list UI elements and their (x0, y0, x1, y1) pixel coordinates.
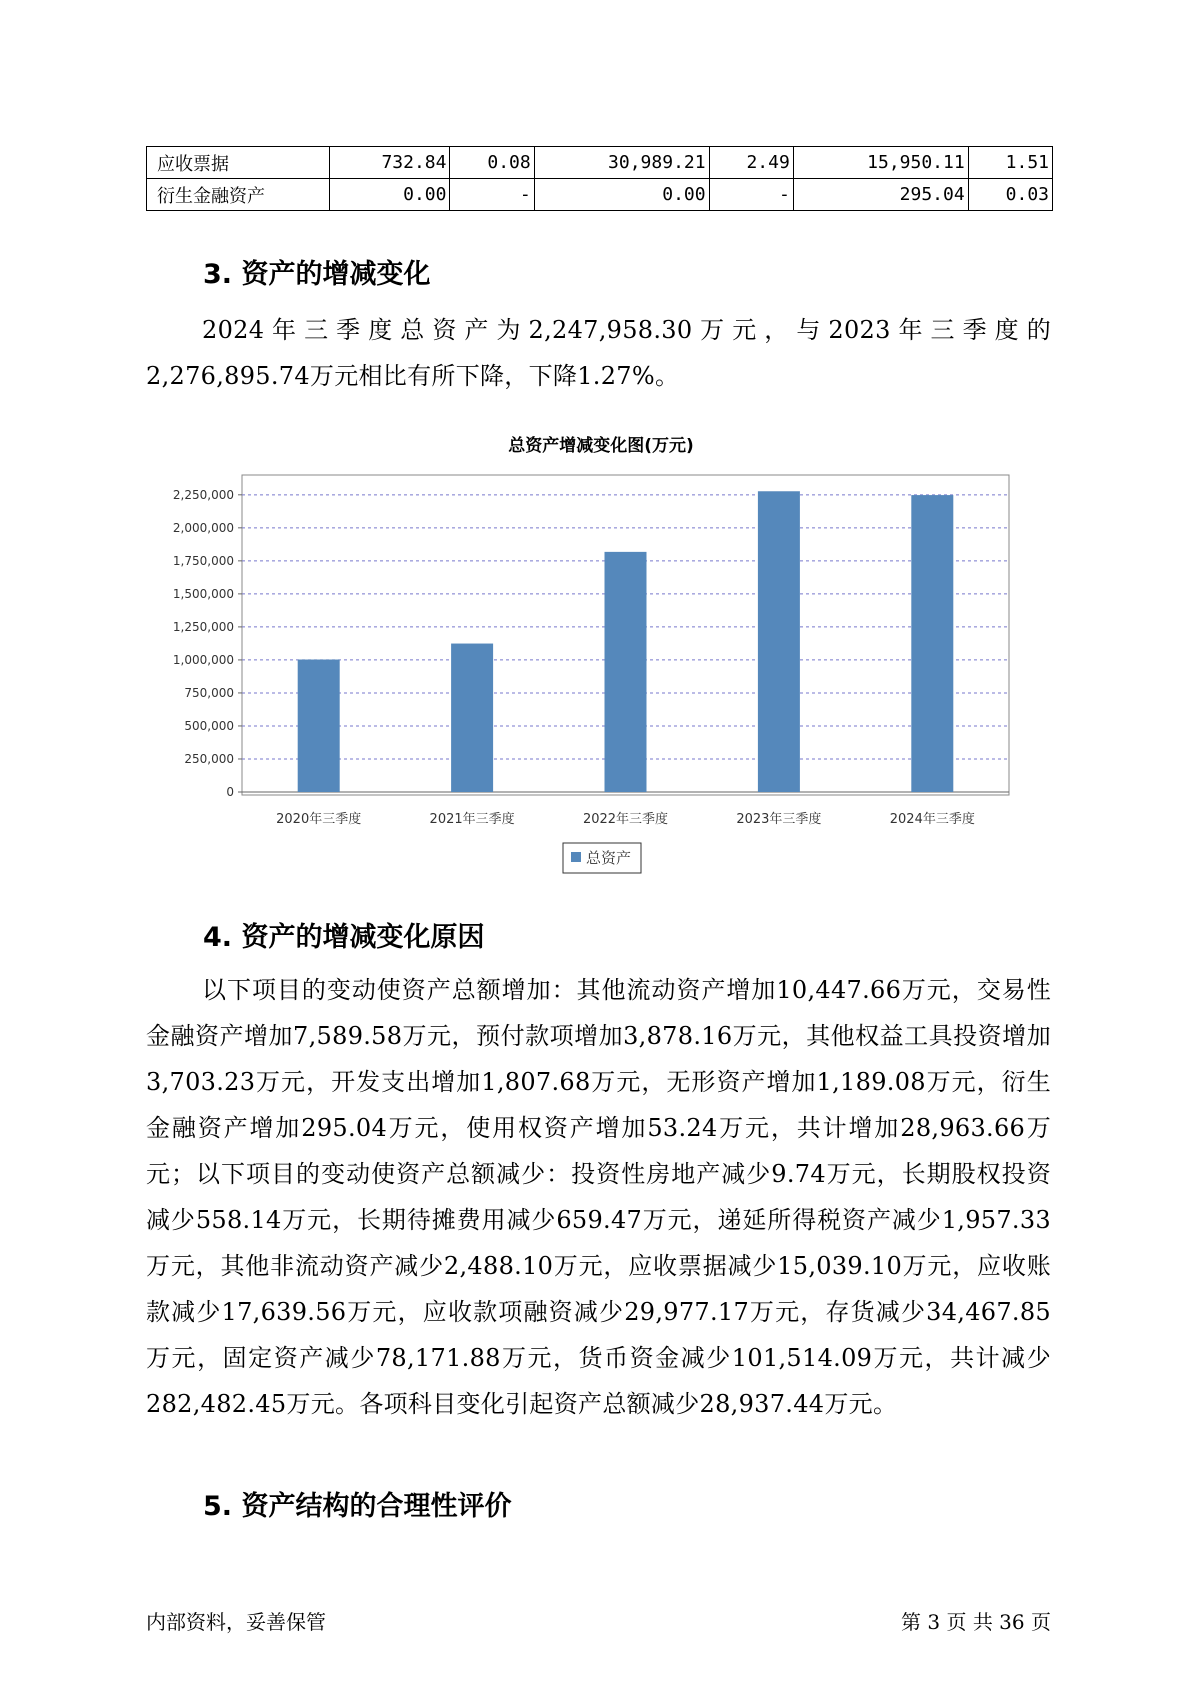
y-tick-label: 2,000,000 (172, 520, 234, 535)
x-tick-label: 2023年三季度 (736, 812, 822, 827)
table-cell: 732.84 (330, 147, 450, 179)
asset-table (146, 146, 1053, 211)
table-cell: 1.51 (968, 147, 1052, 179)
y-tick-label: 1,250,000 (172, 619, 234, 634)
x-tick-label: 2024年三季度 (889, 812, 975, 827)
table-cell: - (709, 179, 793, 211)
x-tick-label: 2020年三季度 (276, 812, 362, 827)
table-cell: 15,950.11 (793, 147, 968, 179)
chart-legend (563, 843, 641, 873)
table-cell: 0.08 (450, 147, 534, 179)
bar (298, 660, 340, 792)
y-tick-label: 1,500,000 (172, 586, 234, 601)
page-number: 第 3 页 共 36 页 (901, 1610, 1051, 1634)
section-paragraph: 以下项目的变动使资产总额增加：其他流动资产增加10,447.66万元，交易性金融资产增加7,589.58万元，预付款项增加3,878.16万元，其他权益工具投资增加3,703.23万元，开发支出增加1,807.68万元，无形资产增加1,189.08万元，衍生金融资产增加295.04万元，使用权资产增加53.24万元，共计增加28,963.66万元；以下项目的变动使资产总额减少：投资性房地产减少9.74万元，长期股权投资减少558.14万元，长期待摊费用减少659.47万元，递延所得税资产减少1,957.33万元，其他非流动资产减少2,488.10万元，应收票据减少15,039.10万元，应收账款减少17,639.56万元，应收款项融资减少29,977.17万元，存货减少34,467.85万元，固定资产减少78,171.88万元，货币资金减少101,514.09万元，共计减少282,482.45万元。各项科目变化引起资产总额减少28,937.44万元。 (146, 976, 1051, 1418)
bar (758, 491, 800, 792)
total-assets-bar-chart (146, 425, 1046, 880)
y-axis (173, 488, 242, 799)
x-tick-label: 2021年三季度 (429, 812, 515, 827)
section-heading: 5. 资产结构的合理性评价 (203, 1491, 512, 1522)
table-cell: 0.03 (968, 179, 1052, 211)
y-tick-label: 2,250,000 (172, 487, 234, 502)
table-row (147, 179, 1053, 211)
x-axis (276, 811, 975, 827)
table-cell: 295.04 (793, 179, 968, 211)
section-heading: 3. 资产的增减变化 (203, 259, 431, 290)
section-heading: 4. 资产的增减变化原因 (203, 922, 485, 953)
section-paragraph: 2024年三季度总资产为2,247,958.30万元，与2023年三季度的2,276,895.74万元相比有所下降，下降1.27%。 (146, 316, 1051, 390)
row-label: 衍生金融资产 (147, 179, 330, 211)
table-row (147, 147, 1053, 179)
footer-note: 内部资料，妥善保管 (146, 1610, 326, 1634)
y-tick-label: 250,000 (184, 751, 234, 766)
y-tick-label: 1,000,000 (172, 652, 234, 667)
x-tick-label: 2022年三季度 (582, 812, 669, 827)
table-cell: 0.00 (330, 179, 450, 211)
y-tick-label: 500,000 (184, 718, 234, 733)
y-tick-label: 0 (226, 785, 234, 799)
bar (911, 495, 953, 792)
row-label: 应收票据 (147, 147, 330, 179)
legend-label: 总资产 (586, 849, 632, 867)
table-cell: 0.00 (534, 179, 709, 211)
table-cell: 30,989.21 (534, 147, 709, 179)
chart-title: 总资产增减变化图(万元) (508, 436, 694, 456)
bar (451, 644, 493, 792)
legend-swatch (571, 852, 581, 862)
table-cell: - (450, 179, 534, 211)
bar (605, 552, 647, 792)
y-tick-label: 750,000 (184, 685, 234, 700)
table-cell: 2.49 (709, 147, 793, 179)
y-tick-label: 1,750,000 (172, 553, 234, 568)
